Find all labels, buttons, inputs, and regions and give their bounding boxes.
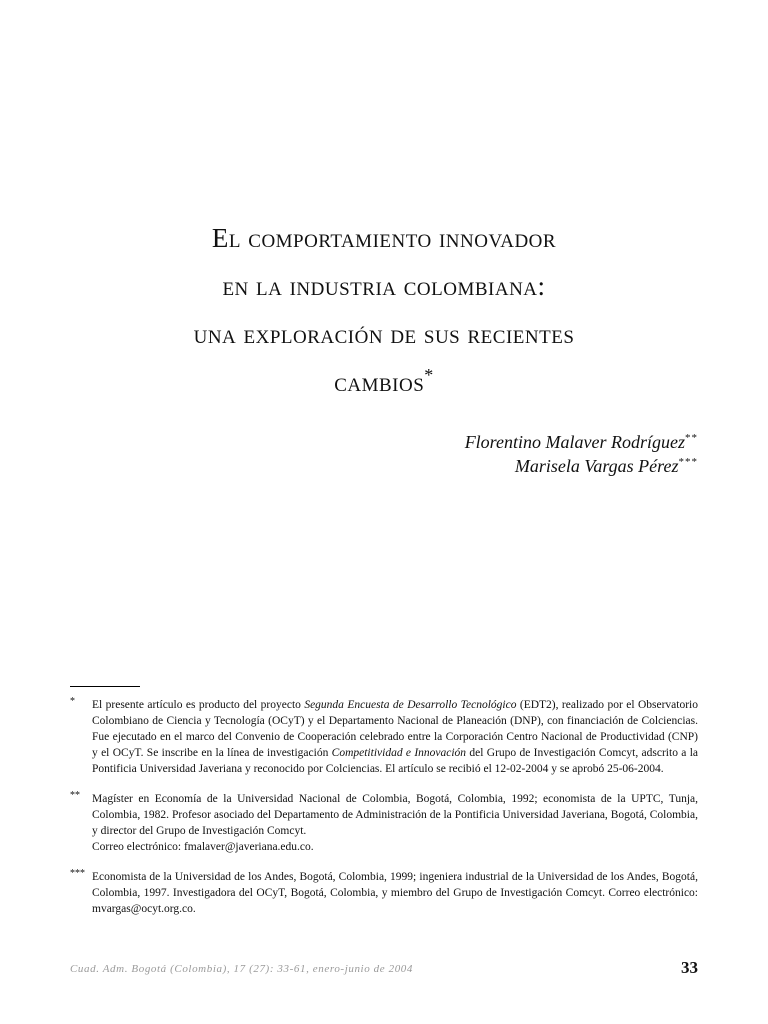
title-line-4-text: cambios: [334, 367, 425, 397]
author-2-name: Marisela Vargas Pérez: [514, 456, 679, 476]
author-2-marker: ***: [678, 456, 698, 468]
title-line-1: El comportamiento innovador: [211, 223, 557, 253]
author-list: [465, 430, 698, 478]
footnote-2-email: Correo electrónico: fmalaver@javeriana.edu.co.: [92, 841, 314, 853]
footnote-2: [70, 791, 698, 855]
footnote-2-marker: **: [70, 790, 80, 801]
footnote-3: [70, 869, 698, 917]
footnote-1-text-c: del Grupo de Investigación Comcyt, adscrito a la Pontificia Universidad Javeriana y reconocido por Colciencias. El artículo se recibió el 12-02-2004 y se aprobó 25-06-2004.: [92, 747, 699, 775]
author-1-marker: **: [685, 432, 698, 444]
footnote-1-research-line: Competitividad e Innovación: [331, 747, 467, 759]
footnote-1-marker: *: [70, 696, 75, 707]
author-2: [465, 454, 698, 478]
title-line-3: una exploración de sus recientes: [193, 319, 575, 349]
footnote-1-project-title: Segunda Encuesta de Desarrollo Tecnológico: [304, 699, 517, 711]
title-line-2: en la industria colombiana:: [222, 271, 546, 301]
page-footer: [70, 958, 698, 980]
footnote-1-text-a: El presente artículo es producto del proyecto: [92, 699, 305, 711]
title-footnote-marker: *: [424, 365, 434, 385]
footnote-2-text: Magíster en Economía de la Universidad Nacional de Colombia, Bogotá, Colombia, 1992; economista de la UPTC, Tunja, Colombia, 1982. Profesor asociado del Departamento de Administración de la Pontificia Universidad Javeriana, Bogotá, Colombia, y director del Grupo de Investigación Comcyt.: [92, 793, 698, 837]
article-title: [40, 214, 728, 406]
author-1-name: Florentino Malaver Rodríguez: [464, 432, 685, 452]
footnote-1-text-b: (EDT2), realizado por el Observatorio Colombiano de Ciencia y Tecnología (OCyT) y el Departamento Nacional de Planeación (DNP), con financiación de Colciencias. Fue ejecutado en el marco del Convenio de Cooperación celebrado entre la Corporación Centro Nacional de Productividad (CNP) y el OCyT. Se inscribe en la línea de investigación: [92, 699, 698, 759]
journal-citation: Cuad. Adm. Bogotá (Colombia), 17 (27): 33-61, enero-junio de 2004: [70, 963, 413, 975]
footnote-3-marker: ***: [70, 868, 85, 879]
footnote-divider: [70, 686, 140, 687]
footnote-1: [70, 697, 698, 777]
author-1: [465, 430, 698, 454]
footnotes: [70, 697, 698, 931]
footnote-3-text: Economista de la Universidad de los Andes, Bogotá, Colombia, 1999; ingeniera industrial de la Universidad de los Andes, Bogotá, Colombia, 1997. Investigadora del OCyT, Bogotá, Colombia, y miembro del Grupo de Investigación Comcyt. Correo electrónico: mvargas@ocyt.org.co.: [92, 871, 698, 915]
page-number: 33: [681, 958, 698, 977]
title-line-4: [40, 358, 728, 406]
